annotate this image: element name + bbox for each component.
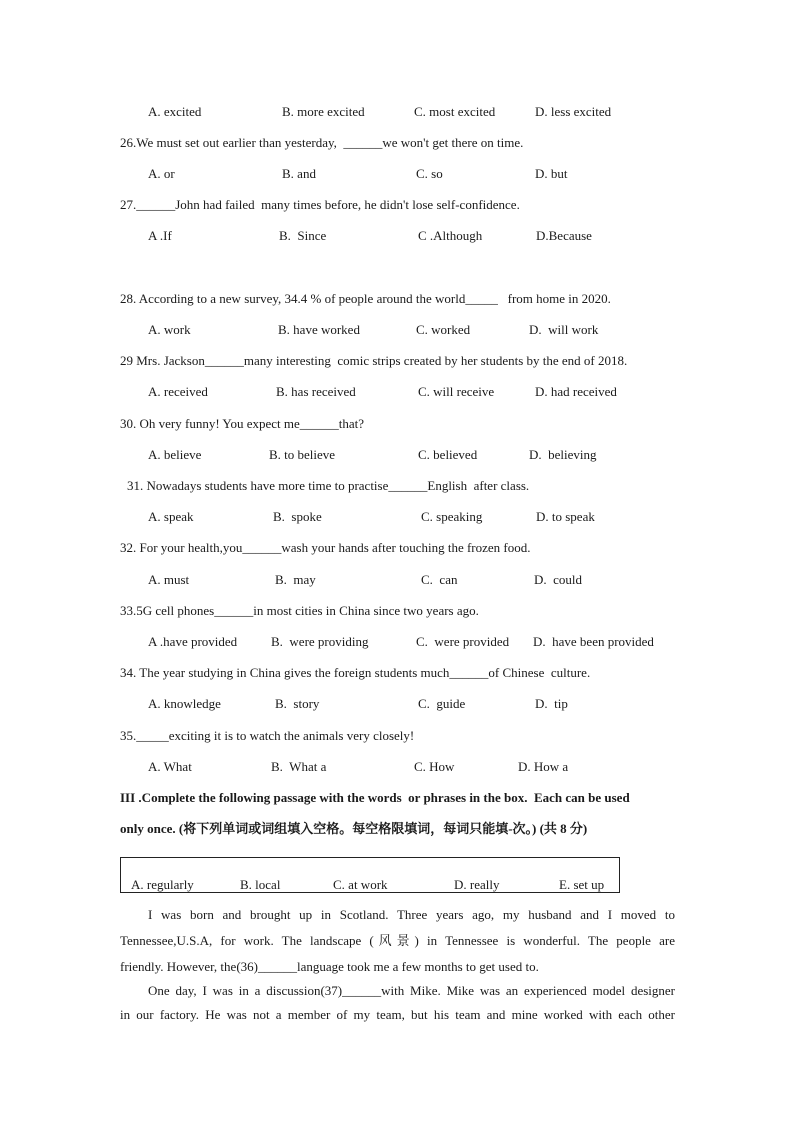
q29-option-a: A. received [148, 384, 208, 399]
q33-option-b: B. were providing [271, 634, 369, 649]
q32-option-b: B. may [275, 572, 316, 587]
q29-stem: 29 Mrs. Jackson______many interesting comic strips created by her students by the end of 2018. [120, 353, 628, 368]
q25-option-d: D. less excited [535, 104, 612, 119]
q26-option-b: B. and [282, 166, 316, 181]
passage-line: I was born and brought up in Scotland. Three years ago, my husband and I moved to [148, 907, 675, 922]
q28-stem: 28. According to a new survey, 34.4 % of people around the world_____ from home in 2020. [120, 291, 611, 306]
q28-option-b: B. have worked [278, 322, 360, 337]
q35-option-b: B. What a [271, 759, 327, 774]
q27-option-d: D.Because [536, 228, 592, 243]
q25-option-b: B. more excited [282, 104, 365, 119]
q34-option-a: A. knowledge [148, 696, 221, 711]
q30-option-d: D. believing [529, 447, 597, 462]
word-box-option-a: A. regularly [131, 877, 194, 892]
q33-option-c: C. were provided [416, 634, 510, 649]
q34-option-d: D. tip [535, 696, 568, 711]
q28-option-d: D. will work [529, 322, 599, 337]
word-box-option-c: C. at work [333, 877, 388, 892]
q26-option-c: C. so [416, 166, 443, 181]
q32-option-a: A. must [148, 572, 190, 587]
q27-option-c: C .Although [418, 228, 483, 243]
q31-option-c: C. speaking [421, 509, 483, 524]
q25-option-a: A. excited [148, 104, 202, 119]
q33-option-d: D. have been provided [533, 634, 654, 649]
q32-option-d: D. could [534, 572, 583, 587]
q26-option-a: A. or [148, 166, 175, 181]
q31-stem: 31. Nowadays students have more time to practise______English after class. [127, 478, 530, 493]
q26-option-d: D. but [535, 166, 568, 181]
section-heading-line2: only once. (将下列单词或词组填入空格。每空格限填词，每词只能填-次。) (共 8 分) [120, 821, 588, 836]
q29-option-b: B. has received [276, 384, 356, 399]
q35-option-c: C. How [414, 759, 455, 774]
passage-line: Tennessee,U.S.A, for work. The landscape (风景) in Tennessee is wonderful. The people are [120, 933, 675, 948]
q29-option-d: D. had received [535, 384, 617, 399]
q35-option-a: A. What [148, 759, 192, 774]
q28-option-c: C. worked [416, 322, 471, 337]
q27-option-a: A .If [148, 228, 172, 243]
q34-option-c: C. guide [418, 696, 466, 711]
word-box-option-b: B. local [240, 877, 281, 892]
q30-stem: 30. Oh very funny! You expect me______that? [120, 416, 365, 431]
word-box-option-e: E. set up [559, 877, 605, 892]
q34-option-b: B. story [275, 696, 320, 711]
q29-option-c: C. will receive [418, 384, 495, 399]
q27-stem: 27.______John had failed many times before, he didn't lose self-confidence. [120, 197, 520, 212]
q28-option-a: A. work [148, 322, 191, 337]
q35-option-d: D. How a [518, 759, 569, 774]
q31-option-a: A. speak [148, 509, 194, 524]
q35-stem: 35._____exciting it is to watch the animals very closely! [120, 728, 415, 743]
q32-option-c: C. can [421, 572, 458, 587]
q32-stem: 32. For your health,you______wash your hands after touching the frozen food. [120, 540, 531, 555]
q26-stem: 26.We must set out earlier than yesterday, ______we won't get there on time. [120, 135, 524, 150]
q33-option-a: A .have provided [148, 634, 238, 649]
q30-option-c: C. believed [418, 447, 478, 462]
passage-line: in our factory. He was not a member of my team, but his team and mine worked with each other [120, 1007, 675, 1022]
q30-option-b: B. to believe [269, 447, 336, 462]
q31-option-b: B. spoke [273, 509, 322, 524]
q33-stem: 33.5G cell phones______in most cities in China since two years ago. [120, 603, 479, 618]
q25-option-c: C. most excited [414, 104, 496, 119]
passage-line: friendly. However, the(36)______language took me a few months to get used to. [120, 959, 539, 974]
q27-option-b: B. Since [279, 228, 327, 243]
word-box-option-d: D. really [454, 877, 500, 892]
q31-option-d: D. to speak [536, 509, 595, 524]
q30-option-a: A. believe [148, 447, 202, 462]
section-heading-line1: III .Complete the following passage with the words or phrases in the box. Each can be used [120, 790, 630, 805]
passage-line: One day, I was in a discussion(37)______with Mike. Mike was an experienced model designer [148, 983, 675, 998]
q34-stem: 34. The year studying in China gives the foreign students much______of Chinese culture. [120, 665, 591, 680]
